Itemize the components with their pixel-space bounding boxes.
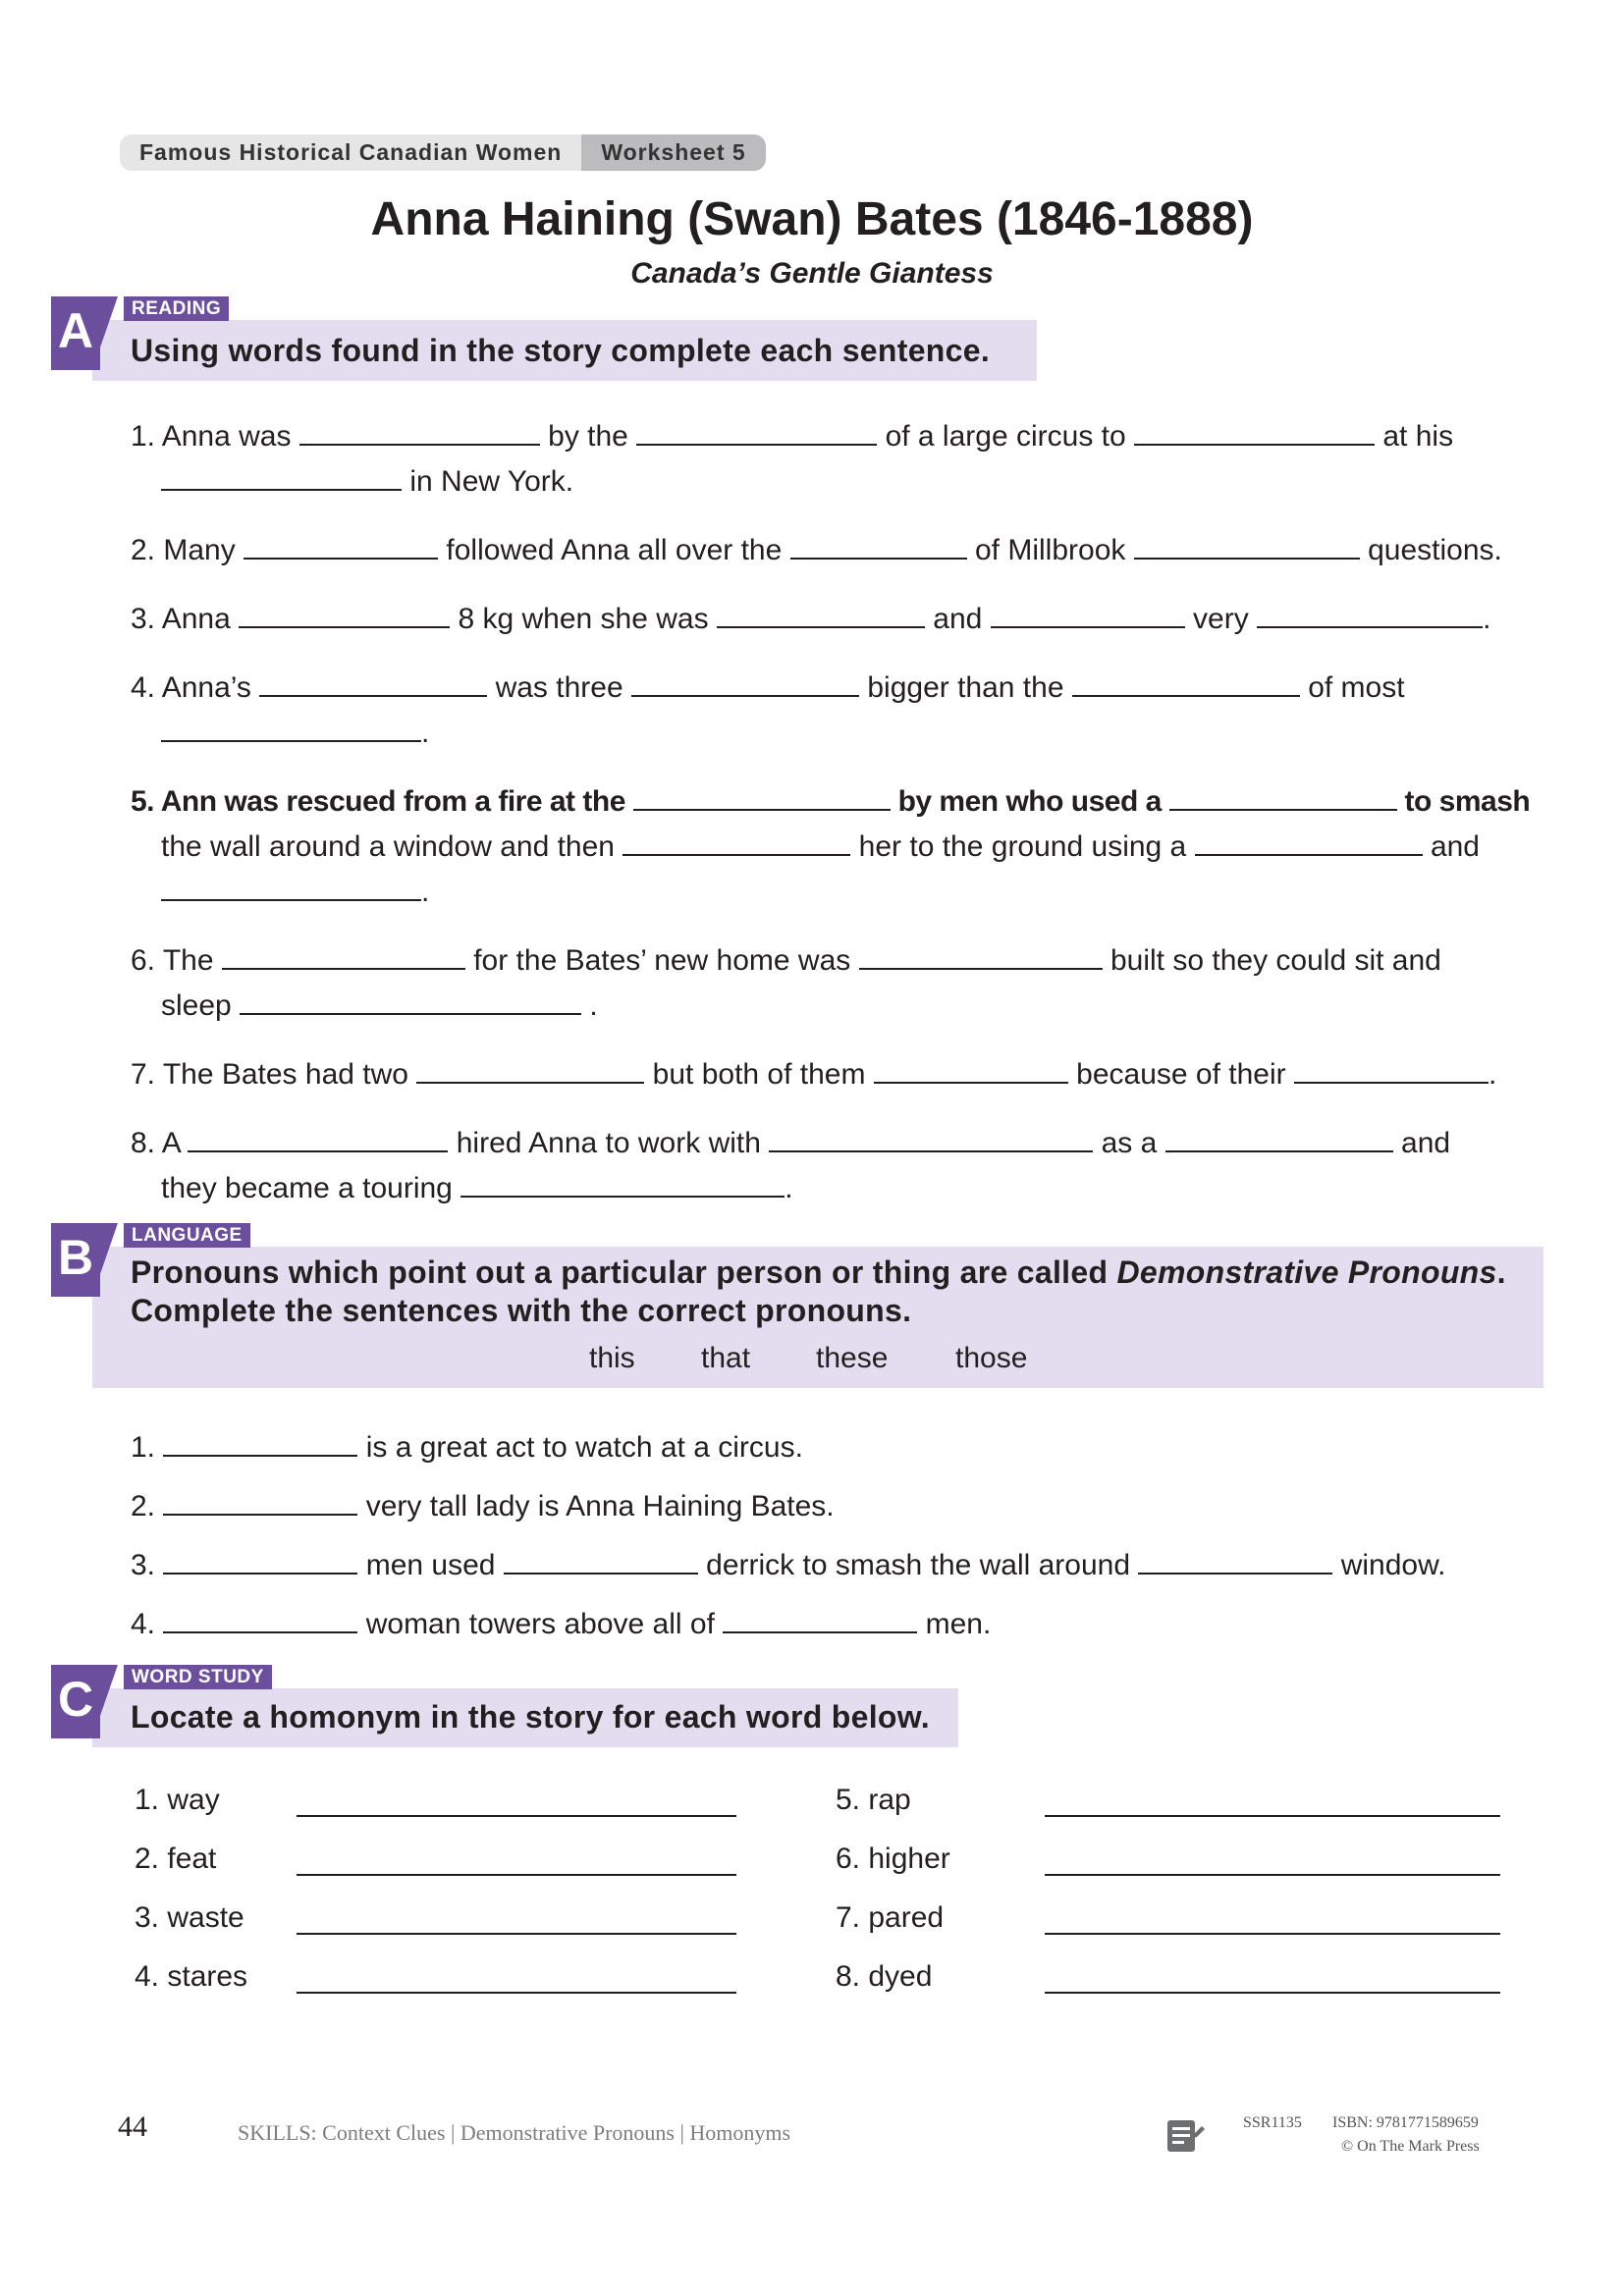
b-q4-text-a: woman towers above all of xyxy=(365,1608,715,1640)
answer-line[interactable] xyxy=(1045,1815,1500,1817)
answer-blank[interactable] xyxy=(991,599,1185,628)
answer-blank[interactable] xyxy=(1138,1545,1332,1575)
a-question-6 xyxy=(131,940,1441,978)
a-q2-text-c: of Millbrook xyxy=(975,534,1126,566)
a-q5-text-e: her to the ground using a xyxy=(858,830,1187,863)
section-b-letter: B xyxy=(51,1223,100,1297)
a-q8-text-e: they became a touring xyxy=(161,1172,453,1204)
answer-blank[interactable] xyxy=(239,599,450,628)
a-q6-text-e: . xyxy=(589,989,598,1022)
a-question-8 xyxy=(131,1123,1450,1160)
a-question-4-cont xyxy=(161,713,429,750)
a-question-2 xyxy=(131,530,1502,567)
answer-blank[interactable] xyxy=(1134,416,1375,446)
page-number: 44 xyxy=(118,2110,147,2143)
answer-blank[interactable] xyxy=(163,1604,357,1633)
section-b-tag: LANGUAGE xyxy=(124,1223,250,1248)
b-q4-text-b: men. xyxy=(925,1608,992,1640)
b-q1-num: 1. xyxy=(131,1431,156,1464)
answer-blank[interactable] xyxy=(222,940,465,970)
answer-blank[interactable] xyxy=(790,530,967,560)
answer-line[interactable] xyxy=(1045,1933,1500,1935)
answer-blank[interactable] xyxy=(636,416,877,446)
a-q5-text-b: by men who used a xyxy=(897,785,1162,818)
answer-blank[interactable] xyxy=(1134,530,1360,560)
answer-blank[interactable] xyxy=(1257,599,1483,628)
answer-blank[interactable] xyxy=(769,1123,1093,1152)
answer-blank[interactable] xyxy=(163,1427,357,1457)
homonym-word: 4. stares xyxy=(135,1960,248,1993)
b-q4-num: 4. xyxy=(131,1608,156,1640)
b-q3-text-b: derrick to smash the wall around xyxy=(706,1549,1131,1581)
a-question-8-cont xyxy=(161,1168,793,1205)
a-q4-text-d: of most xyxy=(1308,671,1405,704)
a-q8-text-c: as a xyxy=(1101,1127,1158,1159)
a-q4-text-e: . xyxy=(421,717,430,749)
homonym-word: 2. feat xyxy=(135,1842,217,1875)
section-a-letter: A xyxy=(51,296,100,370)
answer-blank[interactable] xyxy=(1169,781,1397,811)
skills-line: SKILLS: Context Clues | Demonstrative Pronouns | Homonyms xyxy=(238,2120,791,2145)
section-c-letter: C xyxy=(51,1665,100,1738)
answer-blank[interactable] xyxy=(244,530,438,560)
answer-blank[interactable] xyxy=(460,1168,785,1198)
answer-blank[interactable] xyxy=(633,781,891,811)
a-q7-text-b: but both of them xyxy=(652,1058,866,1091)
a-q4-text-a: 4. Anna’s xyxy=(131,671,251,704)
answer-line[interactable] xyxy=(297,1992,736,1994)
a-q1-text-e: in New York. xyxy=(409,465,574,498)
a-question-3 xyxy=(131,599,1490,636)
a-q2-text-d: questions. xyxy=(1368,534,1502,566)
answer-blank[interactable] xyxy=(1195,827,1423,856)
a-q8-text-a: 8. A xyxy=(131,1127,181,1159)
a-question-5-cont2 xyxy=(161,872,429,909)
section-a-tag: READING xyxy=(124,296,229,321)
answer-blank[interactable] xyxy=(416,1054,644,1084)
a-q1-text-a: 1. Anna was xyxy=(131,420,292,453)
answer-line[interactable] xyxy=(1045,1992,1500,1994)
section-b-instruction-1a: Pronouns which point out a particular person or thing are called xyxy=(131,1255,1117,1290)
b-q2-num: 2. xyxy=(131,1490,156,1522)
section-b-instruction-1c: . xyxy=(1496,1255,1506,1290)
publisher: © On The Mark Press xyxy=(1341,2138,1480,2155)
section-b-notch xyxy=(92,1223,118,1297)
a-question-7 xyxy=(131,1054,1496,1092)
a-q5-text-f: and xyxy=(1430,830,1480,863)
answer-blank[interactable] xyxy=(1294,1054,1489,1084)
answer-blank[interactable] xyxy=(163,1486,357,1516)
answer-blank[interactable] xyxy=(717,599,925,628)
a-question-5 xyxy=(131,781,1530,819)
page-title: Anna Haining (Swan) Bates (1846-1888) xyxy=(370,193,1254,245)
a-q7-text-c: because of their xyxy=(1076,1058,1286,1091)
b-q3-num: 3. xyxy=(131,1549,156,1581)
homonym-word: 1. way xyxy=(135,1784,220,1816)
a-q4-text-c: bigger than the xyxy=(867,671,1064,704)
answer-blank[interactable] xyxy=(623,827,850,856)
b-question-2 xyxy=(131,1486,835,1523)
a-q6-text-d: sleep xyxy=(161,989,232,1022)
answer-blank[interactable] xyxy=(188,1123,448,1152)
a-q6-text-c: built so they could sit and xyxy=(1110,944,1441,977)
a-q3-text-d: very xyxy=(1193,603,1249,635)
section-c-instruction: Locate a homonym in the story for each word below. xyxy=(131,1699,930,1735)
product-code: SSR1135 xyxy=(1243,2114,1302,2131)
a-q5-text-a: 5. Ann was rescued from a fire at the xyxy=(131,785,625,818)
a-question-5-cont xyxy=(161,827,1480,864)
a-q8-text-b: hired Anna to work with xyxy=(456,1127,761,1159)
a-q2-text-a: 2. Many xyxy=(131,534,236,566)
b-q3-text-a: men used xyxy=(365,1549,496,1581)
a-q4-text-b: was three xyxy=(495,671,623,704)
a-q5-text-c: to smash xyxy=(1404,785,1531,818)
section-b-instruction-2: Complete the sentences with the correct pronouns. xyxy=(131,1293,912,1328)
b-q2-text-a: very tall lady is Anna Haining Bates. xyxy=(365,1490,835,1522)
homonym-word: 7. pared xyxy=(836,1901,945,1934)
answer-blank[interactable] xyxy=(874,1054,1068,1084)
answer-blank[interactable] xyxy=(504,1545,698,1575)
a-q6-text-b: for the Bates’ new home was xyxy=(473,944,851,977)
homonym-word: 6. higher xyxy=(836,1842,950,1875)
answer-line[interactable] xyxy=(1045,1874,1500,1876)
section-a-notch xyxy=(92,296,118,370)
answer-blank[interactable] xyxy=(1072,667,1300,697)
pronoun-choice: those xyxy=(955,1342,1028,1374)
a-question-6-cont xyxy=(161,986,598,1023)
answer-line[interactable] xyxy=(297,1874,736,1876)
answer-blank[interactable] xyxy=(299,416,540,446)
homonym-word: 3. waste xyxy=(135,1901,244,1934)
a-question-1-cont xyxy=(161,461,573,499)
b-q3-text-c: window. xyxy=(1340,1549,1446,1581)
answer-blank[interactable] xyxy=(259,667,487,697)
homonym-word: 5. rap xyxy=(836,1784,911,1816)
answer-blank[interactable] xyxy=(859,940,1103,970)
a-q8-text-d: and xyxy=(1401,1127,1451,1159)
homonym-word: 8. dyed xyxy=(836,1960,933,1993)
a-q1-text-c: of a large circus to xyxy=(885,420,1126,453)
answer-blank[interactable] xyxy=(1165,1123,1393,1152)
page-subtitle: Canada’s Gentle Giantess xyxy=(630,257,994,290)
pronoun-choice: these xyxy=(816,1342,889,1374)
section-b-instruction-1 xyxy=(131,1255,1506,1291)
a-q7-text-a: 7. The Bates had two xyxy=(131,1058,408,1091)
answer-blank[interactable] xyxy=(161,461,402,491)
a-q5-text-g: . xyxy=(421,876,430,908)
a-q1-text-b: by the xyxy=(548,420,628,453)
answer-blank[interactable] xyxy=(163,1545,357,1575)
a-question-4 xyxy=(131,667,1405,705)
answer-line[interactable] xyxy=(297,1815,736,1817)
b-q1-text-a: is a great act to watch at a circus. xyxy=(365,1431,803,1464)
section-c-notch xyxy=(92,1665,118,1738)
pronoun-choice: that xyxy=(701,1342,751,1374)
worksheet-icon xyxy=(1164,2114,1206,2156)
worksheet-label: Worksheet 5 xyxy=(581,134,765,171)
b-question-4 xyxy=(131,1604,991,1641)
answer-blank[interactable] xyxy=(161,713,421,742)
answer-line[interactable] xyxy=(297,1933,736,1935)
a-q3-text-e: . xyxy=(1483,603,1491,635)
b-question-1 xyxy=(131,1427,803,1465)
a-q5-text-d: the wall around a window and then xyxy=(161,830,615,863)
section-c-tag: WORD STUDY xyxy=(124,1665,272,1689)
section-b-instruction-1b: Demonstrative Pronouns xyxy=(1116,1255,1497,1290)
a-q3-text-a: 3. Anna xyxy=(131,603,231,635)
a-q2-text-b: followed Anna all over the xyxy=(446,534,783,566)
a-q3-text-b: 8 kg when she was xyxy=(458,603,709,635)
series-tab xyxy=(120,134,766,171)
answer-blank[interactable] xyxy=(631,667,859,697)
b-question-3 xyxy=(131,1545,1445,1582)
a-question-1 xyxy=(131,416,1453,454)
answer-blank[interactable] xyxy=(240,986,581,1015)
a-q3-text-c: and xyxy=(933,603,983,635)
a-q6-text-a: 6. The xyxy=(131,944,214,977)
pronoun-choice: this xyxy=(589,1342,635,1374)
section-a-instruction: Using words found in the story complete each sentence. xyxy=(131,333,991,368)
a-q7-text-d: . xyxy=(1488,1058,1497,1091)
isbn: ISBN: 9781771589659 xyxy=(1332,2114,1479,2131)
answer-blank[interactable] xyxy=(723,1604,917,1633)
series-label: Famous Historical Canadian Women xyxy=(120,134,581,171)
answer-blank[interactable] xyxy=(161,872,421,901)
a-q8-text-f: . xyxy=(785,1172,793,1204)
a-q1-text-d: at his xyxy=(1382,420,1454,453)
